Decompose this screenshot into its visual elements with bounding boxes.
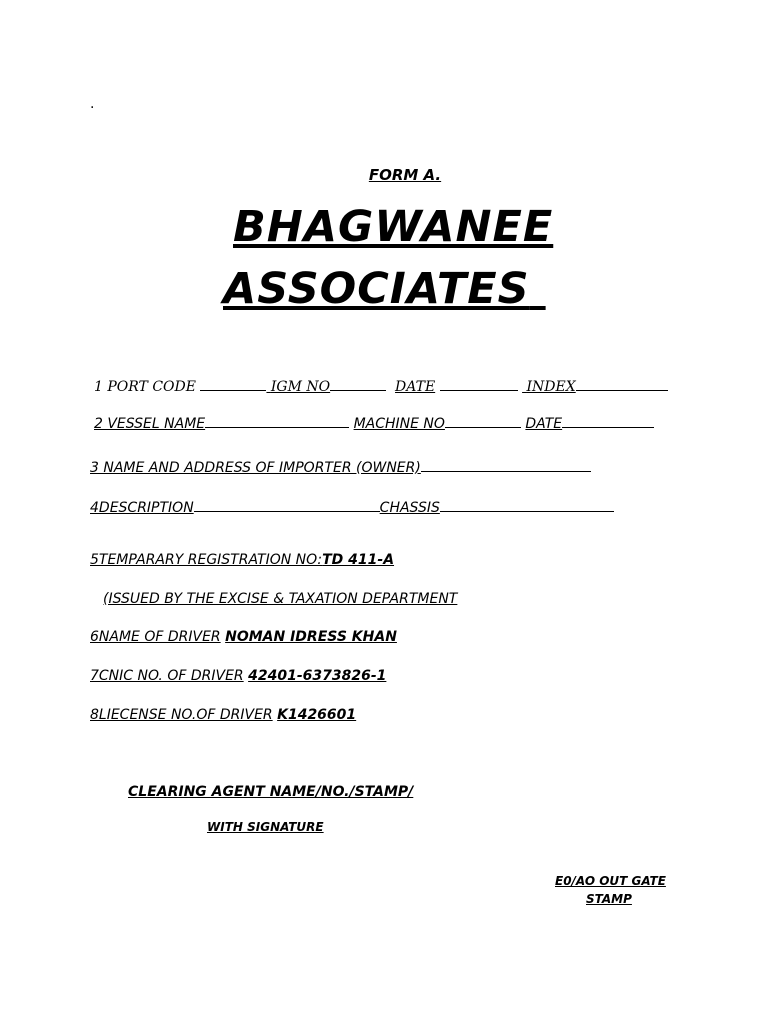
importer-label: 3 NAME AND ADDRESS OF IMPORTER (OWNER) — [90, 460, 421, 476]
igm-no-text: IGM NO — [270, 379, 331, 395]
clearing-agent-label: CLEARING AGENT NAME/NO./STAMP/ — [128, 784, 414, 800]
license-label: 8LIECENSE NO.OF DRIVER — [90, 707, 273, 723]
company-name-line2-text: ASSOCIATES — [223, 264, 530, 314]
port-code-blank — [200, 376, 266, 391]
registration-value: TD 411-A — [322, 552, 395, 568]
license-value: K1426601 — [277, 707, 357, 723]
with-signature-label: WITH SIGNATURE — [207, 820, 324, 834]
row-license — [90, 707, 356, 723]
driver-name-value: NOMAN IDRESS KHAN — [225, 629, 397, 645]
vessel-name-label: 2 VESSEL NAME — [94, 416, 206, 432]
row-importer — [90, 457, 591, 476]
row-vessel — [94, 413, 654, 432]
index-label — [522, 379, 576, 395]
out-gate-label-line1: E0/AO OUT GATE — [555, 874, 666, 888]
company-name-line2 — [223, 264, 546, 314]
index-blank — [576, 376, 668, 391]
company-name-line1: BHAGWANEE — [233, 202, 554, 252]
machine-no-label: MACHINE NO — [353, 416, 445, 432]
cnic-value: 42401-6373826-1 — [248, 668, 387, 684]
row-port-code — [94, 376, 668, 395]
stray-dot: . — [90, 96, 95, 112]
machine-no-blank — [445, 413, 521, 428]
date-label-2: DATE — [525, 416, 563, 432]
row-description — [90, 497, 614, 516]
form-title: FORM A. — [368, 166, 442, 184]
igm-no-blank — [330, 376, 386, 391]
importer-blank — [421, 457, 591, 472]
description-label: 4DESCRIPTION — [90, 500, 194, 516]
index-text: INDEX — [526, 379, 576, 395]
row-registration — [90, 552, 394, 568]
chassis-label: CHASSIS — [379, 500, 440, 516]
description-blank — [194, 497, 380, 512]
registration-label: 5TEMPARARY REGISTRATION NO: — [90, 552, 323, 568]
vessel-name-blank — [205, 413, 349, 428]
date-label-1: DATE — [395, 379, 436, 395]
chassis-blank — [440, 497, 614, 512]
igm-no-label — [266, 379, 330, 395]
date-blank-1 — [440, 376, 518, 391]
date-blank-2 — [562, 413, 654, 428]
port-code-label: 1 PORT CODE — [94, 379, 196, 395]
row-driver-name — [90, 629, 397, 645]
driver-name-label: 6NAME OF DRIVER — [90, 629, 221, 645]
issued-by-note: (ISSUED BY THE EXCISE & TAXATION DEPARTMENT — [103, 591, 458, 607]
out-gate-label-line2: STAMP — [586, 892, 632, 906]
row-cnic — [90, 668, 386, 684]
cnic-label: 7CNIC NO. OF DRIVER — [90, 668, 244, 684]
